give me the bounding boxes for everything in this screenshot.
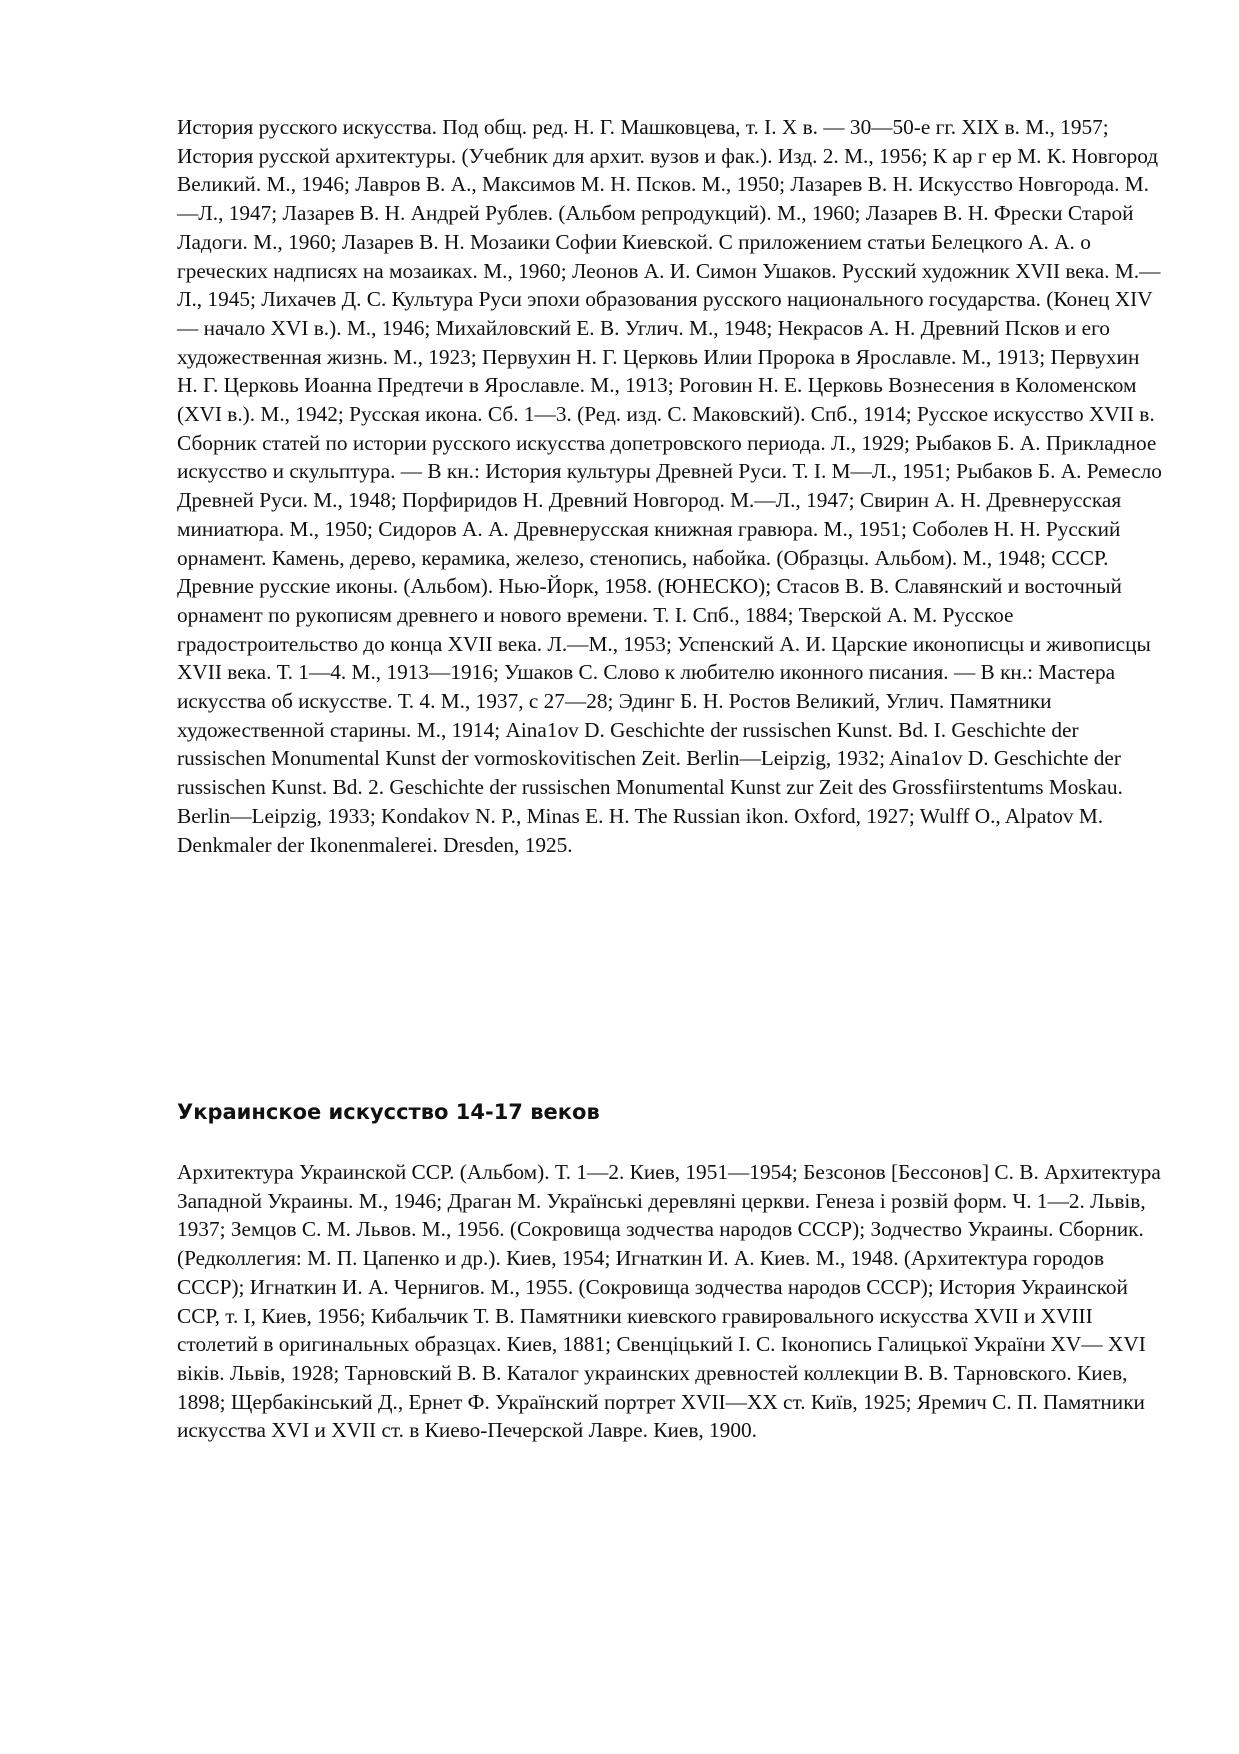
page-content [177, 113, 1165, 1443]
bibliography-paragraph-ukrainian-art: Архитектура Украинской ССР. (Альбом). Т. 1—2. Киев, 1951—1954; Безсонов [Бессонов] С. В. Архитектура Западной Украины. М., 1946; Драган М. Українські деревляні церкви. Генеза і розвій форм. Ч. 1—2. Львів, 1937; Земцов С. М. Львов. М., 1956. (Сокровища зодчества народов СССР); Зодчество Украины. Сборник. (Редколлегия: М. П. Цапенко и др.). Киев, 1954; Игнаткин И. А. Киев. М., 1948. (Архитектура городов СССР); Игнаткин И. А. Чернигов. М., 1955. (Сокровища зодчества народов СССР); История Украинской ССР, т. I, Киев, 1956; Кибальчик Т. В. Памятники киевского гравировального искусства XVII и XVIII столетий в оригинальных образцах. Киев, 1881; Свенціцький І. С. Іконопись Галицької України XV— XVI віків. Львів, 1928; Тарновский В. В. Каталог украинских древностей коллекции В. В. Тарновского. Киев, 1898; Щербакінський Д., Ернет Ф. Українский портрет XVII—XX ст. Київ, 1925; Яремич С. П. Памятники искусства XVI и XVII ст. в Киево-Печерской Лавре. Киев, 1900. [177, 1160, 1161, 1443]
section-heading-ukrainian-art: Украинское искусство 14-17 веков [177, 1100, 600, 1124]
bibliography-paragraph-russian-art: История русского искусства. Под общ. ред. Н. Г. Машковцева, т. I. X в. — 30—50-е гг. XIX в. М., 1957; История русской архитектуры. (Учебник для архит. вузов и фак.). Изд. 2. М., 1956; К ар г ер М. К. Новгород Великий. М., 1946; Лавров В. А., Максимов М. Н. Псков. М., 1950; Лазарев В. Н. Искусство Новгорода. М.—Л., 1947; Лазарев В. Н. Андрей Рублев. (Альбом репродукций). М., 1960; Лазарев В. Н. Фрески Старой Ладоги. М., 1960; Лазарев В. Н. Мозаики Софии Киевской. С приложением статьи Белецкого А. А. о греческих надписях на мозаиках. М., 1960; Леонов А. И. Симон Ушаков. Русский художник XVII века. М.—Л., 1945; Лихачев Д. С. Культура Руси эпохи образования русского национального государства. (Конец XIV — начало XVI в.). М., 1946; Михайловский Е. В. Углич. М., 1948; Некрасов А. Н. Древний Псков и его художественная жизнь. М., 1923; Первухин Н. Г. Церковь Илии Пророка в Ярославле. М., 1913; Первухин Н. Г. Церковь Иоанна Предтечи в Ярославле. М., 1913; Роговин Н. Е. Церковь Вознесения в Коломенском (XVI в.). М., 1942; Русская икона. Сб. 1—3. (Ред. изд. С. Маковский). Спб., 1914; Русское искусство XVII в. Сборник статей по истории русского искусства допетровского периода. Л., 1929; Рыбаков Б. А. Прикладное искусство и скульптура. — В кн.: История культуры Древней Руси. Т. I. М—Л., 1951; Рыбаков Б. А. Ремесло Древней Руси. М., 1948; Порфиридов Н. Древний Новгород. М.—Л., 1947; Свирин А. Н. Древнерусская миниатюра. М., 1950; Сидоров А. А. Древнерусская книжная гравюра. М., 1951; Соболев Н. Н. Русский орнамент. Камень, дерево, керамика, железо, стенопись, набойка. (Образцы. Альбом). М., 1948; СССР. Древние русские иконы. (Альбом). Нью-Йорк, 1958. (ЮНЕСКО); Стасов В. В. Славянский и восточный орнамент по рукописям древнего и нового времени. Т. I. Спб., 1884; Тверской А. М. Русское градостроительство до конца XVII века. Л.—М., 1953; Успенский А. И. Царские иконописцы и живописцы XVII века. Т. 1—4. М., 1913—1916; Ушаков С. Слово к любителю иконного писания. — В кн.: Мастера искусства об искусстве. Т. 4. М., 1937, с 27—28; Эдинг Б. Н. Ростов Великий, Углич. Памятники художественной старины. М., 1914; Aina1ov D. Geschichte der russischen Kunst. Bd. I. Geschichte der russischen Monumental Kunst der vormoskovitischen Zeit. Berlin—Leipzig, 1932; Aina1ov D. Geschichte der russischen Kunst. Bd. 2. Geschichte der russischen Monumental Kunst zur Zeit des Grossfiirstentums Moskau. Berlin—Leipzig, 1933; Kondakov N. P., Minas E. H. The Russian ikon. Oxford, 1927; Wulff O., Alpatov M. Denkmaler der Ikonenmalerei. Dresden, 1925. [177, 115, 1162, 857]
